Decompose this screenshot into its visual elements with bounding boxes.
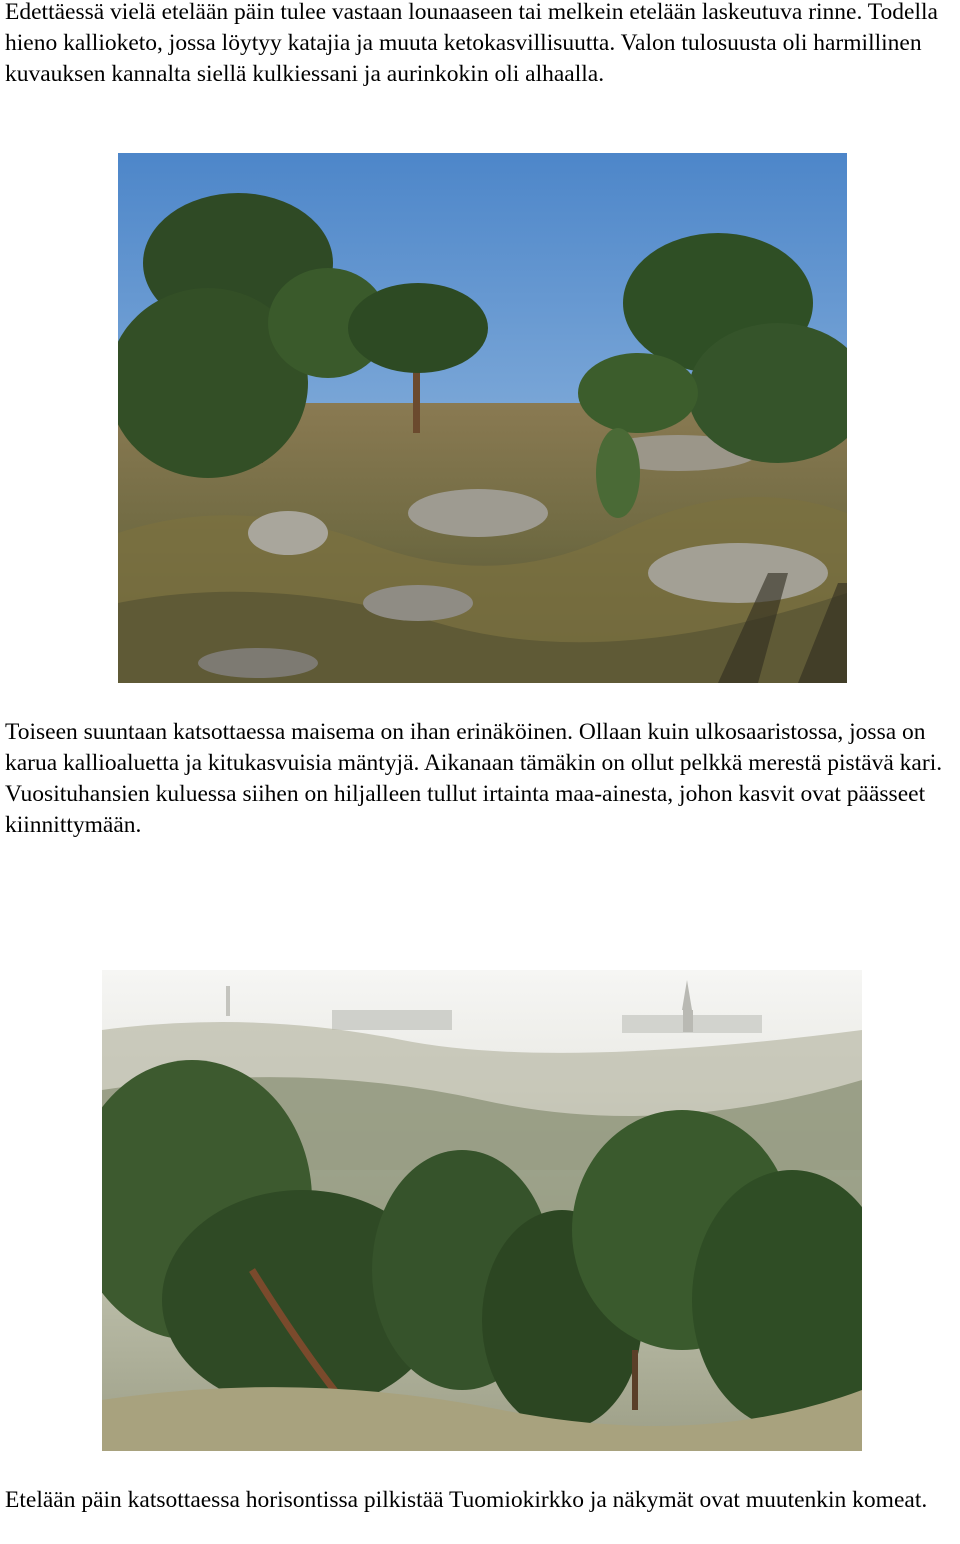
photo-rocky-meadow-pines [118, 153, 847, 683]
photo-pine-forest-cathedral-horizon [102, 970, 862, 1451]
paragraph-cathedral-horizon: Etelään päin katsottaessa horisontissa pilkistää Tuomiokirkko ja näkymät ovat muutenkin komeat. [5, 1487, 928, 1513]
paragraph-rocky-slope: Edettäessä vielä etelään päin tulee vastaan lounaaseen tai melkein etelään laskeutuva rinne. Todella hieno kallioketo, jossa löytyy katajia ja muuta ketokasvillisuutta. Valon tulosuusta oli harmillinen kuvauksen kannalta siellä kulkiessani ja aurinkokin oli alhaalla. [5, 0, 938, 87]
paragraph-archipelago-view: Toiseen suuntaan katsottaessa maisema on ihan erinäköinen. Ollaan kuin ulkosaaristossa, jossa on karua kallioaluetta ja kitukasvuisia mäntyjä. Aikanaan tämäkin on ollut pelkkä merestä pistävä kari. Vuosituhansien kuluessa siihen on hiljalleen tullut irtainta maa-ainesta, johon kasvit ovat päässeet kiinnittymään. [5, 719, 943, 838]
